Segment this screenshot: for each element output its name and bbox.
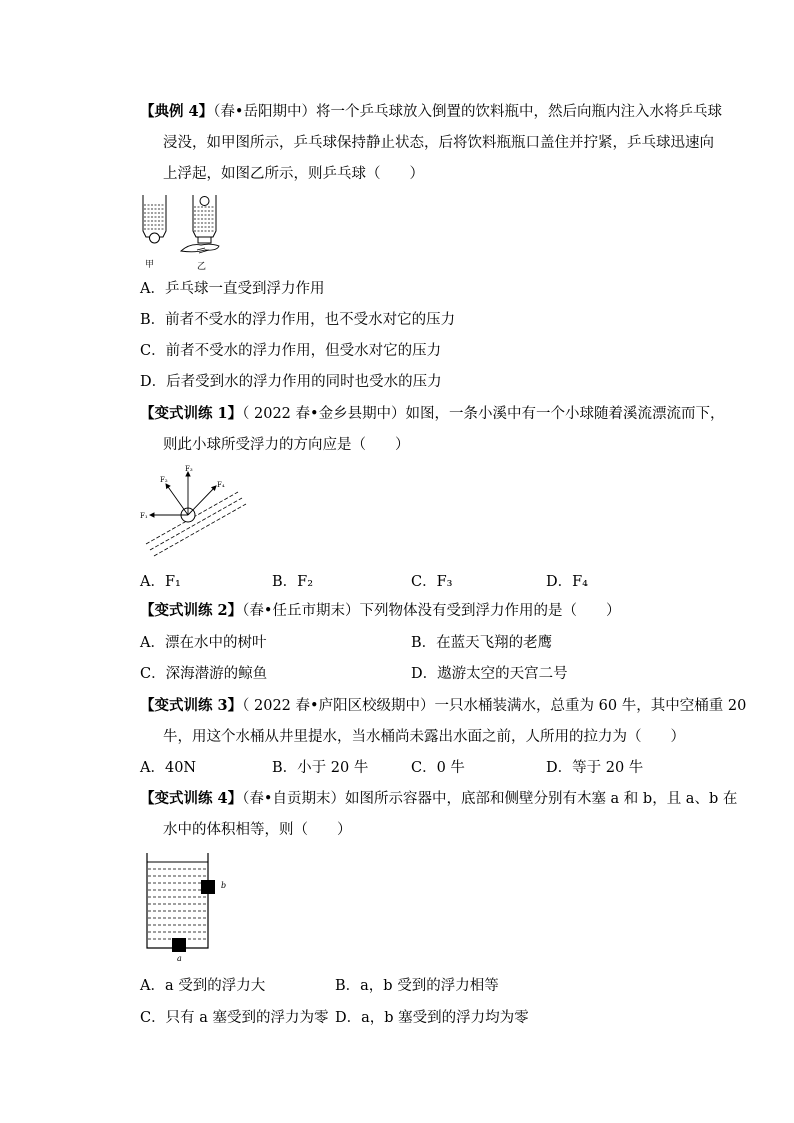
q1-label-jia: 甲 xyxy=(145,260,155,270)
q2-option-b: B．F₂ xyxy=(272,574,314,590)
q2-label-f2: F₂ xyxy=(160,476,168,484)
q1-option-a: A．乒乓球一直受到浮力作用 xyxy=(140,281,325,297)
q2-figure xyxy=(138,462,248,562)
q1-line1 xyxy=(140,102,722,122)
q1-label-yi: 乙 xyxy=(197,262,207,272)
q5-label-a: a xyxy=(177,954,182,962)
q2-line2: 则此小球所受浮力的方向应是（ ） xyxy=(163,437,410,453)
q4-line1 xyxy=(140,696,746,716)
q1-figure xyxy=(135,193,235,273)
q4-tag: 【变式训练 3】 xyxy=(140,697,243,714)
q4-option-c: C．0 牛 xyxy=(411,760,465,776)
q5-line1 xyxy=(140,789,737,809)
q1-text1: （春•岳阳期中）将一个乒乓球放入倒置的饮料瓶中，然后向瓶内注入水将乒乓球 xyxy=(213,104,722,120)
q5-tag: 【变式训练 4】 xyxy=(140,790,243,807)
q5-option-c: C．只有 a 塞受到的浮力为零 xyxy=(140,1010,329,1026)
q3-text1: （春•任丘市期末）下列物体没有受到浮力作用的是（ ） xyxy=(242,603,621,619)
q1-line3: 上浮起，如图乙所示，则乒乓球（ ） xyxy=(163,166,424,182)
q2-line1 xyxy=(140,404,725,424)
q4-option-d: D．等于 20 牛 xyxy=(546,760,644,776)
q5-text1: （春•自贡期末）如图所示容器中，底部和侧壁分别有木塞 a 和 b，且 a、b 在 xyxy=(242,791,738,807)
plug-b xyxy=(201,880,215,894)
q4-line2: 牛，用这个水桶从井里提水，当水桶尚未露出水面之前，人所用的拉力为（ ） xyxy=(163,729,685,745)
q2-label-f1: F₁ xyxy=(140,512,148,520)
q5-option-a: A．a 受到的浮力大 xyxy=(140,978,266,994)
q2-option-d: D．F₄ xyxy=(546,574,588,590)
q1-option-c: C．前者不受水的浮力作用，但受水对它的压力 xyxy=(140,343,442,359)
q1-option-d: D．后者受到水的浮力作用的同时也受水的压力 xyxy=(140,374,442,390)
q5-option-d: D．a，b 塞受到的浮力均为零 xyxy=(335,1010,529,1026)
q2-option-a: A．F₁ xyxy=(140,574,181,590)
plug-a xyxy=(172,938,186,952)
q5-option-b: B．a，b 受到的浮力相等 xyxy=(335,978,499,994)
q5-figure xyxy=(140,850,240,962)
q2-text1: （ 2022 春•金乡县期中）如图，一条小溪中有一个小球随着溪流漂流而下， xyxy=(242,406,725,422)
q4-option-a: A．40N xyxy=(140,760,197,776)
q4-option-b: B．小于 20 牛 xyxy=(272,760,369,776)
q1-line2: 浸没，如甲图所示，乒乓球保持静止状态，后将饮料瓶瓶口盖住并拧紧，乒乓球迅速向 xyxy=(163,135,714,151)
q3-option-a: A．漂在水中的树叶 xyxy=(140,635,267,651)
q1-option-b: B．前者不受水的浮力作用，也不受水对它的压力 xyxy=(140,312,456,328)
q3-line1 xyxy=(140,601,620,621)
q2-option-c: C．F₃ xyxy=(411,574,453,590)
q2-label-f3: F₃ xyxy=(185,465,193,473)
q2-tag: 【变式训练 1】 xyxy=(140,405,243,422)
q3-tag: 【变式训练 2】 xyxy=(140,602,243,619)
q5-line2: 水中的体积相等，则（ ） xyxy=(163,822,352,838)
q3-option-d: D．遨游太空的天宫二号 xyxy=(411,666,568,682)
q2-label-f4: F₄ xyxy=(217,481,225,489)
q5-label-b: b xyxy=(221,881,227,890)
q4-text1: （ 2022 春•庐阳区校级期中）一只水桶装满水，总重为 60 牛，其中空桶重 20 xyxy=(242,698,747,714)
q3-option-b: B．在蓝天飞翔的老鹰 xyxy=(411,635,553,651)
q3-option-c: C．深海潜游的鲸鱼 xyxy=(140,666,268,682)
q1-tag: 【典例 4】 xyxy=(140,103,214,120)
